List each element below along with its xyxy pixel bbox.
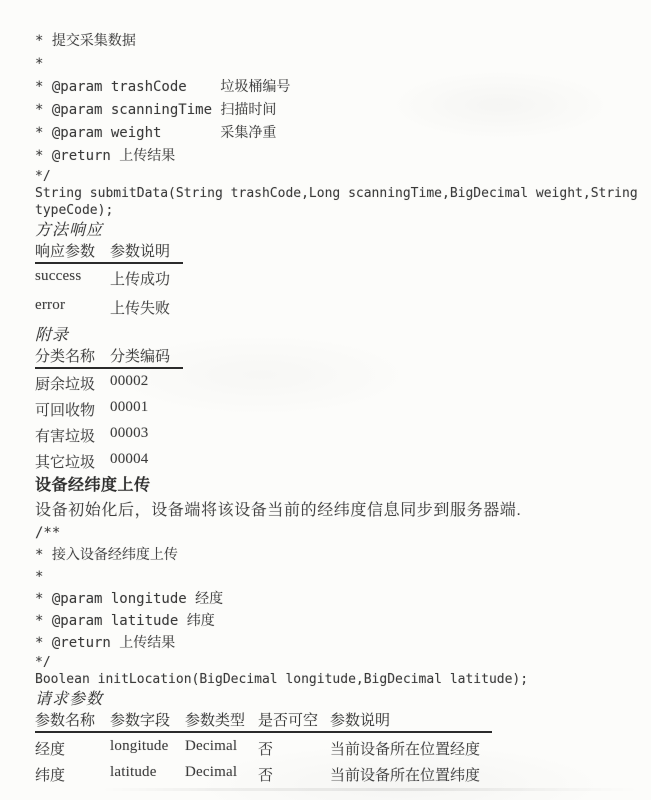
code-comment-line: * @return 上传结果 [35,635,176,651]
section-heading-request-params: 请求参数 [35,691,104,708]
table-cell-desc: 上传成功 [110,271,171,288]
table-cell-param: success [35,268,82,284]
table-cell-type: Decimal [185,764,238,780]
table-header-cell: 参数字段 [110,712,171,729]
table-row [35,264,183,293]
table-cell-desc: 当前设备所在位置纬度 [330,767,481,784]
table-cell-param: error [35,297,66,313]
code-comment-line: * [35,569,44,585]
table-row [35,395,183,421]
section-heading-device-location: 设备经纬度上传 [35,477,151,494]
section-heading-method-response: 方法响应 [35,222,104,239]
code-line: Boolean initLocation(BigDecimal longitude,BigDecimal latitude); [35,672,529,687]
request-params-table [35,712,492,785]
table-cell-category: 厨余垃圾 [35,376,96,393]
method-signature-location [35,654,651,688]
table-row [35,733,492,759]
table-header-cell: 是否可空 [258,712,319,729]
code-comment-line: * [35,56,44,72]
table-row [35,759,492,785]
code-comment-line: * @return 上传结果 [35,148,176,164]
code-line: String submitData(String trashCode,Long scanningTime,BigDecimal weight,String [35,186,638,201]
table-cell-code: 00001 [110,399,149,415]
table-cell-code: 00002 [110,373,149,389]
code-comment-line: * @param scanningTime 扫描时间 [35,102,277,118]
table-cell-field: longitude [110,738,169,754]
table-cell-category: 有害垃圾 [35,428,96,445]
code-comment-line: * 提交采集数据 [35,33,136,49]
table-cell-code: 00004 [110,451,149,467]
code-comment-line: * @param trashCode 垃圾桶编号 [35,79,291,95]
table-header-cell: 参数说明 [330,712,391,729]
code-line: typeCode); [35,203,114,218]
section-heading-appendix: 附录 [35,327,70,344]
javadoc-block-location [35,522,651,654]
response-table [35,243,183,322]
code-comment-line: * 接入设备经纬度上传 [35,547,178,563]
code-comment-line: * @param longitude 经度 [35,591,224,607]
table-header-row [35,243,183,264]
table-header-cell: 响应参数 [35,243,96,260]
table-cell-name: 经度 [35,741,66,758]
table-header-cell: 参数名称 [35,712,96,729]
javadoc-block-submit [35,30,651,168]
table-header-cell: 分类编码 [110,348,171,365]
table-cell-desc: 当前设备所在位置经度 [330,741,481,758]
table-cell-category: 其它垃圾 [35,454,96,471]
scan-artifact-line [100,788,640,791]
table-cell-nullable: 否 [258,741,274,758]
table-cell-category: 可回收物 [35,402,96,419]
appendix-table [35,348,183,473]
table-cell-field: latitude [110,764,157,780]
table-row [35,369,183,395]
table-cell-nullable: 否 [258,767,274,784]
table-cell-name: 纬度 [35,767,66,784]
table-cell-type: Decimal [185,738,238,754]
code-comment-line: /** [35,525,61,541]
table-header-cell: 分类名称 [35,348,96,365]
table-header-cell: 参数说明 [110,243,171,260]
code-line: */ [35,169,51,184]
table-header-cell: 参数类型 [185,712,246,729]
table-row [35,447,183,473]
code-line: */ [35,655,51,670]
code-comment-line: * @param weight 采集净重 [35,125,277,141]
table-row [35,293,183,322]
table-header-row [35,348,183,369]
table-header-row [35,712,492,733]
table-row [35,421,183,447]
table-cell-desc: 上传失败 [110,300,171,317]
section-description: 设备初始化后，设备端将该设备当前的经纬度信息同步到服务器端. [35,502,522,519]
code-comment-line: * @param latitude 纬度 [35,613,215,629]
table-cell-code: 00003 [110,425,149,441]
method-signature-submit [35,168,651,219]
